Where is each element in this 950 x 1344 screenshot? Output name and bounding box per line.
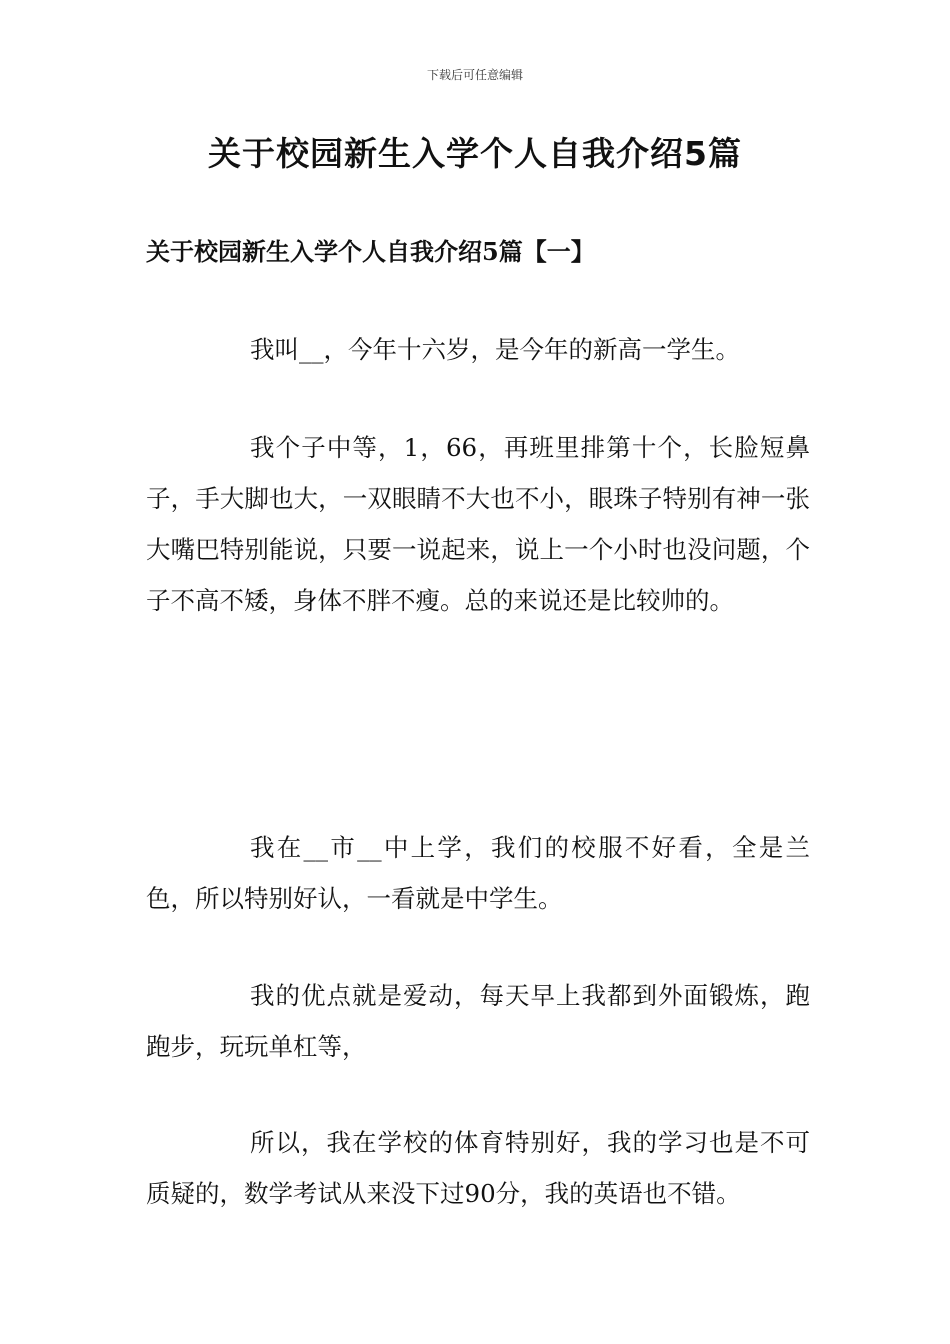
- header-note: 下载后可任意编辑: [426, 68, 523, 82]
- paragraph-1: 我叫__，今年十六岁，是今年的新高一学生。: [250, 335, 740, 364]
- section-heading: 关于校园新生入学个人自我介绍5篇【一】: [146, 237, 595, 266]
- document-title: 关于校园新生入学个人自我介绍5篇: [208, 134, 742, 173]
- paragraph-5: 所以，我在学校的体育特别好，我的学习也是不可质疑的，数学考试从来没下过90分，我的英语也不错。: [146, 1128, 810, 1208]
- paragraph-3: 我在__市__中上学，我们的校服不好看，全是兰色，所以特别好认，一看就是中学生。: [146, 833, 810, 913]
- paragraph-2: 我个子中等，1，66，再班里排第十个，长脸短鼻子，手大脚也大，一双眼睛不大也不小，眼珠子特别有神一张大嘴巴特别能说，只要一说起来，说上一个小时也没问题，个子不高不矮，身体不胖不瘦。总的来说还是比较帅的。: [146, 433, 810, 615]
- paragraph-4: 我的优点就是爱动，每天早上我都到外面锻炼，跑跑步，玩玩单杠等，: [146, 981, 810, 1061]
